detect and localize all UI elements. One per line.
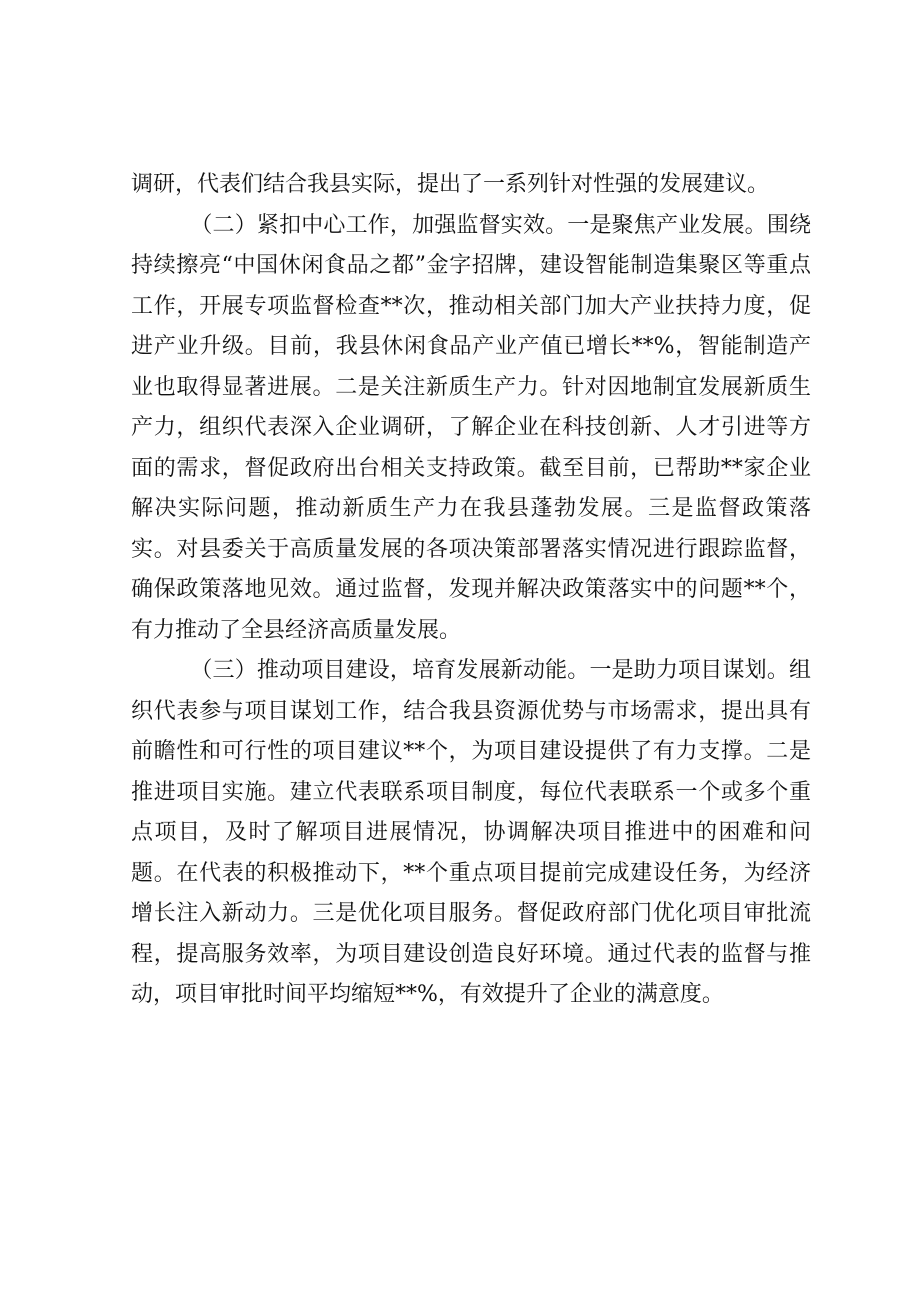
- paragraph-continued: 调研，代表们结合我县实际，提出了一系列针对性强的发展建议。: [131, 172, 770, 197]
- document-body: [131, 165, 811, 1016]
- paragraph-section-two: （二）紧扣中心工作，加强监督实效。一是聚焦产业发展。围绕持续擦亮“中国休闲食品之都”金字招牌，建设智能制造集聚区等重点工作，开展专项监督检查**次，推动相关部门加大产业扶持力度，促进产业升级。目前，我县休闲食品产业产值已增长**%，智能制造产业也取得显著进展。二是关注新质生产力。针对因地制宜发展新质生产力，组织代表深入企业调研，了解企业在科技创新、人才引进等方面的需求，督促政府出台相关支持政策。截至目前，已帮助**家企业解决实际问题，推动新质生产力在我县蓬勃发展。三是监督政策落实。对县委关于高质量发展的各项决策部署落实情况进行跟踪监督，确保政策落地见效。通过监督，发现并解决政策落实中的问题**个，有力推动了全县经济高质量发展。: [131, 212, 811, 643]
- paragraph-section-three: （三）推动项目建设，培育发展新动能。一是助力项目谋划。组织代表参与项目谋划工作，结合我县资源优势与市场需求，提出具有前瞻性和可行性的项目建议**个，为项目建设提供了有力支撑。二是推进项目实施。建立代表联系项目制度，每位代表联系一个或多个重点项目，及时了解项目进展情况，协调解决项目推进中的困难和问题。在代表的积极推动下，**个重点项目提前完成建设任务，为经济增长注入新动力。三是优化项目服务。督促政府部门优化项目审批流程，提高服务效率，为项目建设创造良好环境。通过代表的监督与推动，项目审批时间平均缩短**%，有效提升了企业的满意度。: [131, 658, 811, 1007]
